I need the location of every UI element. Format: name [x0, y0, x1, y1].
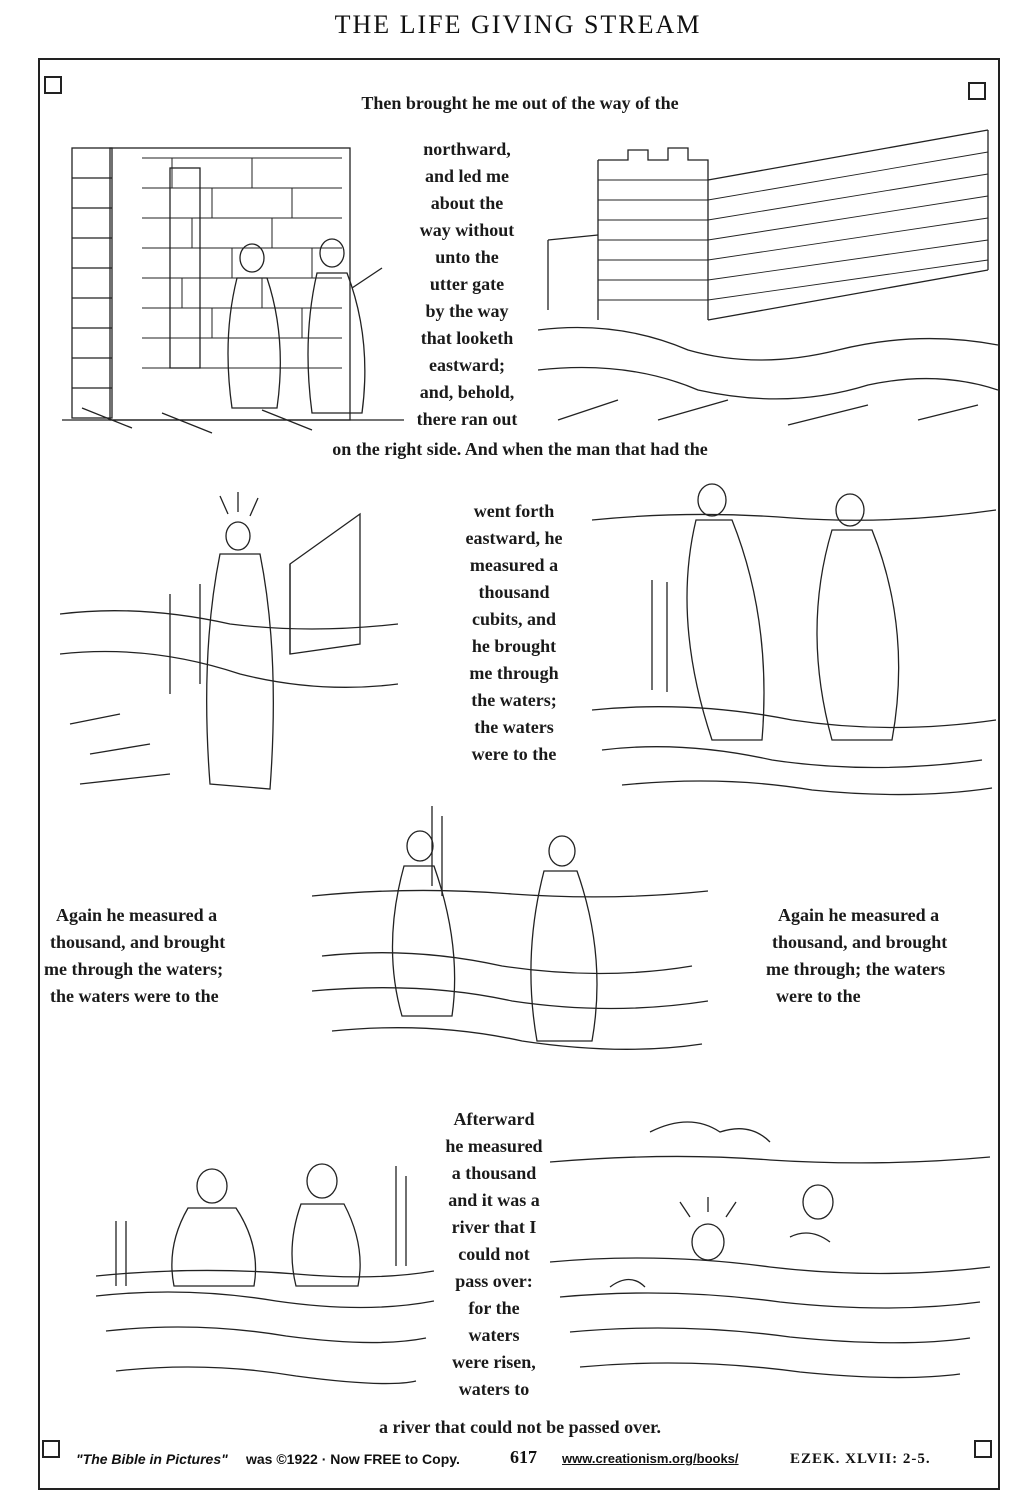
url-separator: / — [693, 1451, 697, 1466]
book-title: "The Bible in Pictures" — [76, 1451, 228, 1467]
illustration-ankle-deep — [592, 470, 996, 804]
verse-line: were risen, — [452, 1352, 536, 1372]
footer — [50, 1447, 990, 1473]
page-title: THE LIFE GIVING STREAM — [334, 10, 702, 39]
verse-line-bottom: a river that could not be passed over. — [378, 1417, 661, 1437]
verse-line: went forth — [473, 501, 555, 521]
verse-line: me through; the waters — [766, 959, 946, 979]
verse-line: and led me — [424, 166, 509, 186]
website-link[interactable] — [562, 1451, 739, 1466]
verse-line: a thousand — [451, 1163, 537, 1183]
verse-block-4 — [430, 1106, 558, 1403]
verse-line: there ran out — [416, 409, 518, 429]
verse-line: for the — [468, 1298, 520, 1318]
url-separator: / — [734, 1451, 739, 1466]
verse-line: that looketh — [420, 328, 514, 348]
verse-block-3-left — [44, 902, 284, 1010]
verse-line: were to the — [776, 986, 861, 1006]
corner-mark — [44, 76, 62, 94]
verse-line: and it was a — [448, 1190, 540, 1210]
verse-line: utter gate — [429, 274, 505, 294]
illustration-waist-deep — [96, 1126, 434, 1410]
verse-block-1 — [398, 136, 536, 433]
verse-line: way without — [419, 220, 515, 240]
page-number: 617 — [510, 1447, 537, 1467]
verse-line: thousand, and brought — [772, 932, 948, 952]
verse-line: the waters; — [471, 690, 557, 710]
verse-block-3-right — [766, 902, 996, 1010]
illustration-knee-deep — [312, 806, 708, 1068]
verse-line: Again he measured a — [778, 905, 940, 925]
verse-line: river that I — [451, 1217, 537, 1237]
verse-line: me through — [469, 663, 559, 683]
verse-line: the waters were to the — [50, 986, 219, 1006]
verse-line: measured a — [469, 555, 559, 575]
verse-line: unto the — [435, 247, 499, 267]
verse-line: me through the waters; — [44, 959, 224, 979]
illustration-angel-measuring — [60, 484, 398, 810]
verse-line: were to the — [471, 744, 557, 764]
illustration-city-wall — [538, 120, 998, 432]
verse-line: thousand, and brought — [50, 932, 226, 952]
verse-line: the waters — [474, 717, 554, 737]
illustration-swimming — [550, 1102, 990, 1404]
url-path: books — [696, 1451, 735, 1466]
verse-line: could not — [458, 1244, 530, 1264]
verse-line: eastward, he — [465, 528, 563, 548]
verse-line: and, behold, — [419, 382, 515, 402]
verse-line: waters — [468, 1325, 520, 1345]
verse-line: waters to — [458, 1379, 530, 1399]
verse-line: by the way — [425, 301, 509, 321]
verse-line: cubits, and — [471, 609, 557, 629]
verse-line-mid: on the right side. And when the man that had the — [332, 439, 708, 459]
verse-line: about the — [430, 193, 504, 213]
verse-block-2 — [440, 498, 588, 768]
verse-line: pass over: — [455, 1271, 533, 1291]
verse-line: he measured — [445, 1136, 543, 1156]
illustration-gate — [62, 138, 404, 438]
verse-line-top: Then brought he me out of the way of the — [361, 93, 679, 113]
verse-line: Again he measured a — [56, 905, 218, 925]
verse-line: thousand — [478, 582, 550, 602]
scripture-reference: EZEK. XLVII: 2-5. — [790, 1451, 931, 1467]
url-domain: www.creationism.org — [562, 1451, 693, 1466]
copyright-notice: was ©1922 · Now FREE to Copy. — [246, 1451, 460, 1467]
verse-line: Afterward — [453, 1109, 535, 1129]
verse-line: northward, — [423, 139, 511, 159]
verse-line: he brought — [471, 636, 557, 656]
verse-line: eastward; — [429, 355, 505, 375]
corner-mark — [968, 82, 986, 100]
